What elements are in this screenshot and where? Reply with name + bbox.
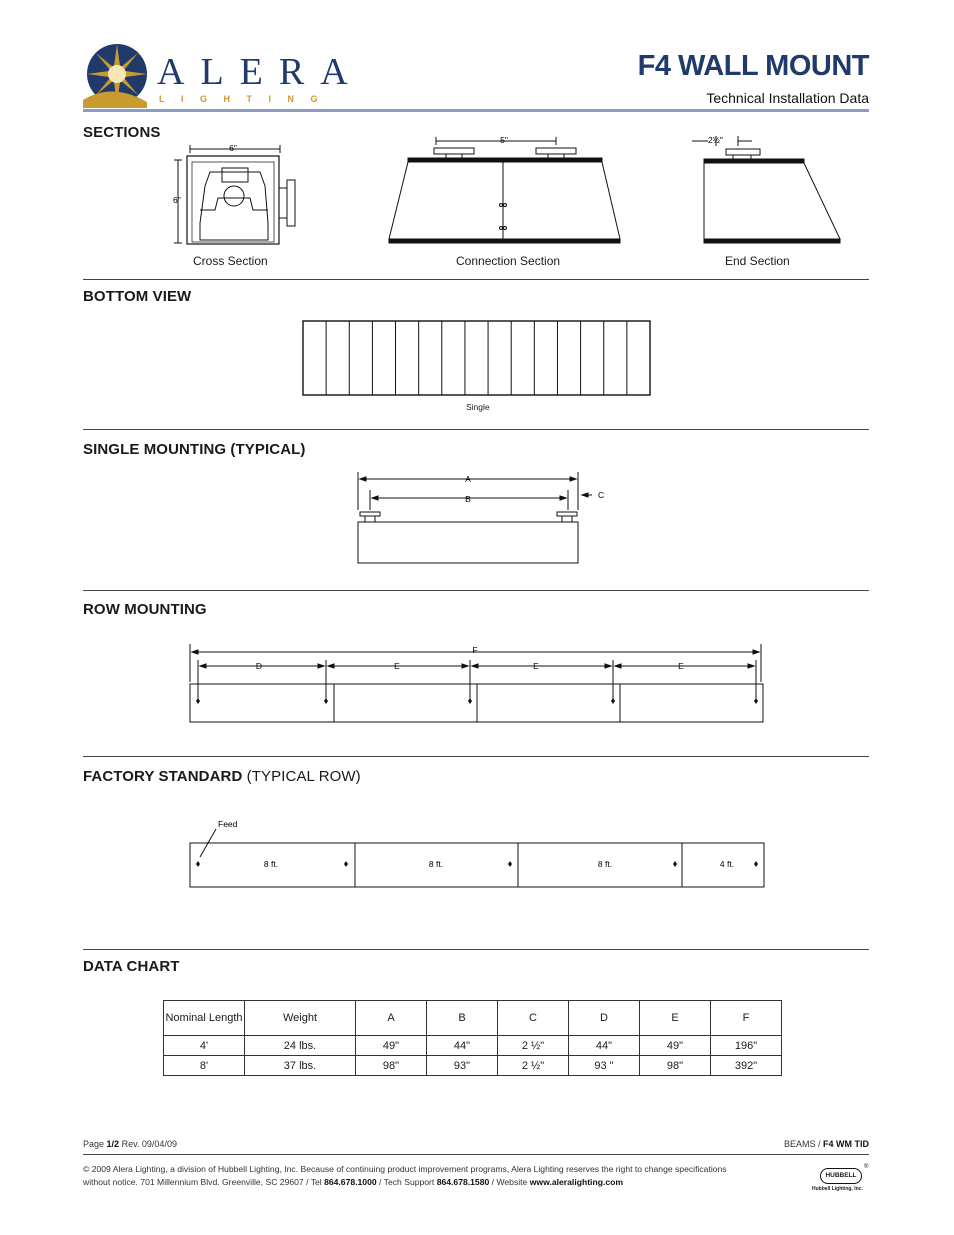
brand-name: ALERA — [157, 51, 364, 93]
dim-e-2: E — [533, 661, 539, 671]
dim-e-3: E — [678, 661, 684, 671]
header-cell: A — [356, 1001, 427, 1036]
connection-section-label: Connection Section — [456, 254, 561, 268]
support-label: / Tech Support — [379, 1177, 435, 1187]
tel-number: 864.678.1000 — [324, 1177, 377, 1187]
dim-b: B — [465, 494, 471, 504]
row-mounting-drawing — [186, 642, 768, 726]
table-cell: 2 ½" — [498, 1056, 569, 1076]
segment-label: 8 ft. — [597, 859, 613, 869]
table-cell: 93" — [427, 1056, 498, 1076]
header-cell: D — [569, 1001, 640, 1036]
end-section-drawing — [690, 132, 850, 250]
dim-c: C — [598, 490, 605, 500]
table-cell: 24 lbs. — [245, 1036, 356, 1056]
hubbell-logo-mark: HUBBELL — [820, 1168, 862, 1184]
dim-5: 5" — [500, 135, 508, 145]
table-cell: 392" — [711, 1056, 782, 1076]
dim-2half: 2½" — [708, 135, 723, 145]
table-cell: 49" — [356, 1036, 427, 1056]
table-cell: 37 lbs. — [245, 1056, 356, 1076]
dim-e-1: E — [394, 661, 400, 671]
segment-label: 8 ft. — [263, 859, 279, 869]
table-cell: 196" — [711, 1036, 782, 1056]
header-cell: C — [498, 1001, 569, 1036]
factory-standard-title — [83, 768, 361, 785]
category: BEAMS / — [783, 1139, 821, 1149]
single-mounting-drawing — [350, 470, 620, 566]
dim-height-6: 6" — [173, 195, 181, 205]
header-cell: Weight — [245, 1001, 356, 1036]
header-cell: Nominal Length — [164, 1001, 245, 1036]
segment-label: 8 ft. — [428, 859, 444, 869]
table-cell: 93 " — [569, 1056, 640, 1076]
header-cell: B — [427, 1001, 498, 1036]
header-cell: E — [640, 1001, 711, 1036]
divider — [83, 429, 869, 430]
factory-standard-title-bold: FACTORY STANDARD — [83, 768, 243, 785]
hubbell-logo — [812, 1164, 872, 1198]
header-rule — [83, 109, 869, 112]
page-subtitle: Technical Installation Data — [706, 90, 869, 106]
table-cell: 98" — [356, 1056, 427, 1076]
table-row — [164, 1036, 782, 1056]
table-cell: 98" — [640, 1056, 711, 1076]
end-section-label: End Section — [725, 254, 790, 268]
segment-label: 4 ft. — [719, 859, 735, 869]
hubbell-caption: Hubbell Lighting, Inc. — [812, 1186, 863, 1192]
dim-d: D — [255, 661, 263, 671]
address: without notice. 701 Millennium Blvd. Greenville, SC 29607 / Tel — [83, 1177, 322, 1187]
bottom-view-drawing — [302, 320, 652, 398]
alera-logo — [83, 40, 364, 110]
single-mounting-title: SINGLE MOUNTING (TYPICAL) — [83, 441, 306, 458]
data-chart-table — [163, 1000, 782, 1076]
table-cell: 49" — [640, 1036, 711, 1056]
divider — [83, 279, 869, 280]
doc-code: F4 WM TID — [823, 1139, 869, 1149]
divider — [83, 949, 869, 950]
dim-f: F — [472, 645, 478, 655]
dim-a: A — [465, 474, 471, 484]
table-cell: 44" — [427, 1036, 498, 1056]
factory-standard-drawing — [186, 815, 768, 891]
website-link[interactable]: www.aleralighting.com — [529, 1177, 624, 1187]
revision: Rev. 09/04/09 — [121, 1139, 177, 1149]
footer-rule — [83, 1154, 869, 1155]
table-cell: 2 ½" — [498, 1036, 569, 1056]
page-prefix: Page — [83, 1139, 105, 1149]
footer-contact — [83, 1177, 623, 1187]
footer-copyright: © 2009 Alera Lighting, a division of Hubbell Lighting, Inc. Because of continuing product improvement programs, Alera Lighting reserves the right to change specifications — [83, 1164, 727, 1174]
sections-title: SECTIONS — [83, 124, 161, 141]
data-chart-title: DATA CHART — [83, 958, 180, 975]
dim-width-6: 6" — [229, 143, 237, 153]
bottom-view-caption: Single — [466, 402, 490, 412]
table-cell: 44" — [569, 1036, 640, 1056]
feed-label: Feed — [218, 819, 238, 829]
table-row — [164, 1056, 782, 1076]
table-cell: 4' — [164, 1036, 245, 1056]
table-header-row — [164, 1001, 782, 1036]
support-number: 864.678.1580 — [436, 1177, 490, 1187]
page-number: 1/2 — [106, 1139, 120, 1149]
row-mounting-title: ROW MOUNTING — [83, 601, 207, 618]
table-cell: 8' — [164, 1056, 245, 1076]
factory-standard-title-light: (TYPICAL ROW) — [246, 768, 361, 785]
divider — [83, 590, 869, 591]
connection-section-drawing — [386, 132, 626, 250]
divider — [83, 756, 869, 757]
brand-sub: LIGHTING — [159, 94, 334, 104]
registered-mark: ® — [864, 1164, 869, 1170]
header-cell: F — [711, 1001, 782, 1036]
cross-section-drawing — [170, 138, 310, 250]
cross-section-label: Cross Section — [193, 254, 268, 268]
page-title: F4 WALL MOUNT — [637, 50, 869, 82]
website-label: / Website — [491, 1177, 528, 1187]
footer-page-info — [83, 1139, 177, 1149]
footer-doc-code — [784, 1139, 869, 1149]
bottom-view-title: BOTTOM VIEW — [83, 288, 192, 305]
